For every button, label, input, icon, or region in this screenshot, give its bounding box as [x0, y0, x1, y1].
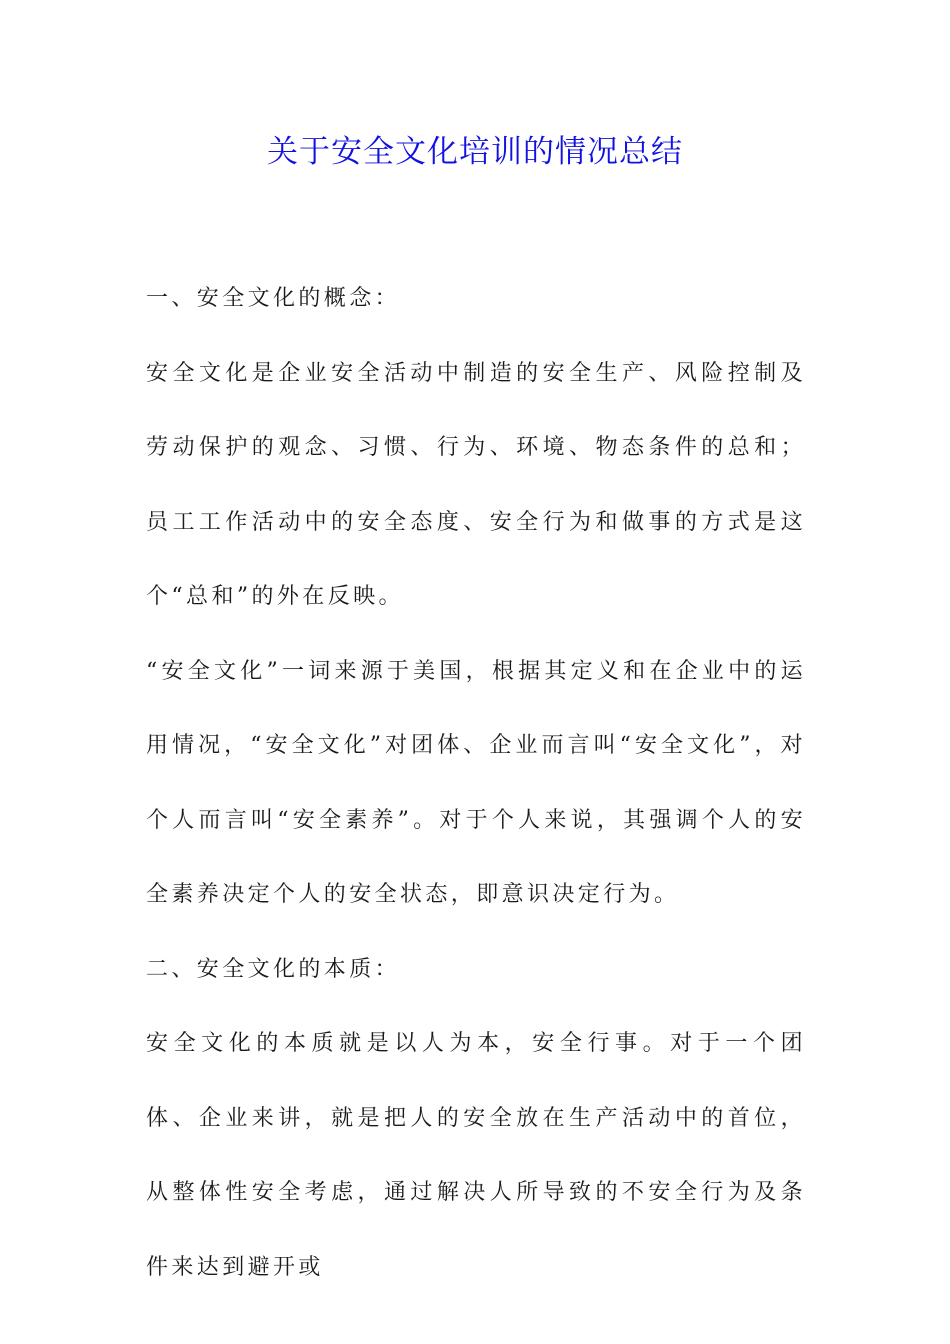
paragraph-origin: “安全文化”一词来源于美国，根据其定义和在企业中的运用情况，“安全文化”对团体、企业而言叫“安全文化”，对个人而言叫“安全素养”。对于个人来说，其强调个人的安全素养决定个人的安全状态，即意识决定行为。: [146, 658, 806, 907]
document-body: [146, 262, 806, 1305]
section-heading-essence: 二、安全文化的本质：: [146, 956, 401, 982]
section-heading-concept: 一、安全文化的概念：: [146, 286, 401, 311]
paragraph-definition: 安全文化是企业安全活动中制造的安全生产、风险控制及劳动保护的观念、习惯、行为、环境、物态条件的总和；员工工作活动中的安全态度、安全行为和做事的方式是这个“总和”的外在反映。: [146, 360, 806, 609]
document-title: 关于安全文化培训的情况总结: [267, 134, 683, 170]
paragraph-essence: 安全文化的本质就是以人为本，安全行事。对于一个团体、企业来讲，就是把人的安全放在生产活动中的首位，从整体性安全考虑，通过解决人所导致的不安全行为及条件来达到避开或: [146, 1031, 806, 1280]
